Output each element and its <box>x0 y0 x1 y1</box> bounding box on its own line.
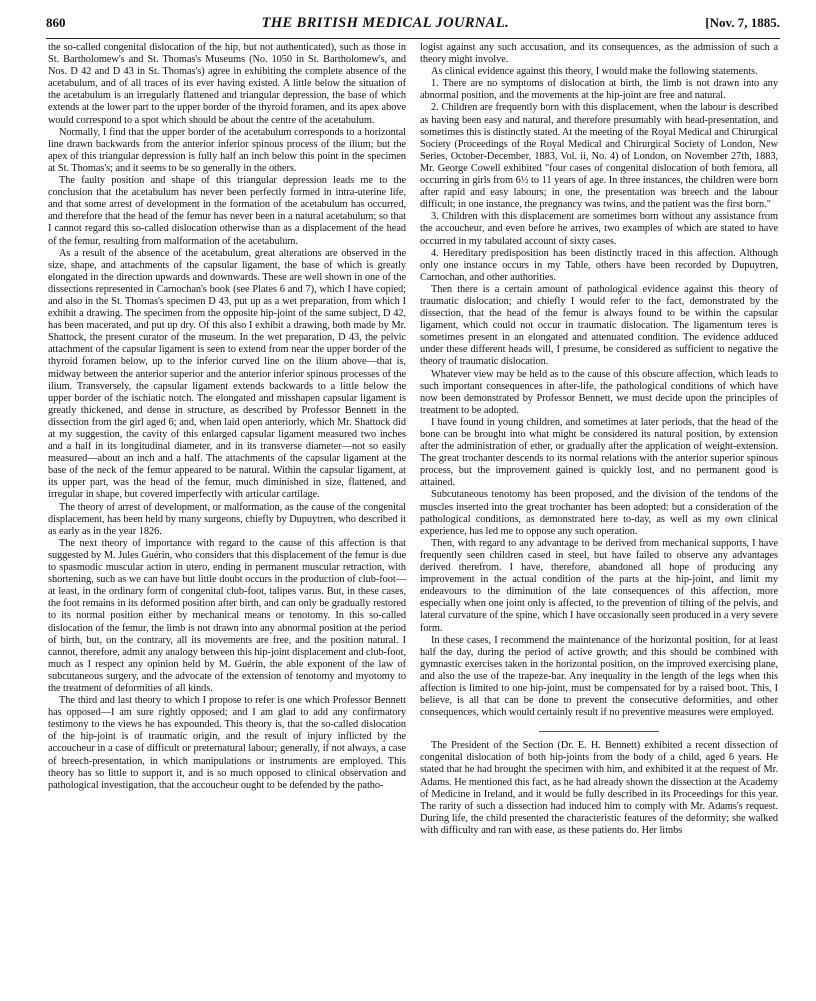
right-column <box>420 42 778 997</box>
paragraph: logist against any such accusation, and its consequences, as the admission of such a theory might involve. <box>420 42 778 66</box>
paragraph: The next theory of importance with regard to the cause of this affection is that suggested by M. Jules Guérin, who considers that this displacement of the femur is due to spasmodic muscular action in utero, ending in permanent muscular retraction, with shortening, such as we can have but little doubt occurs in the production of club-foot—at least, in the ordinary form of congenital club-foot, talipes varus. But, in these cases, the foot remains in its deformed position after birth, and can only be gradually restored to its normal position either by mechanical means or tenotomy. In this so-called dislocation of the femur, the limb is not drawn into any abnormal position at the period of birth, but, on the contrary, all its movements are free, and the position natural. I cannot, therefore, admit any analogy between this hip-joint displacement and club-foot, much as I respect any opinion held by M. Guérin, the able exponent of the law of subcutaneous surgery, and the advocate of the extension of tenotomy and myotomy to the treatment of deformities of all kinds. <box>48 537 406 694</box>
paragraph: I have found in young children, and sometimes at later periods, that the head of the bone can be brought into what might be considered its natural position, by extension after the administration of ether, or gradually after the application of weight-extension. The great trochanter descends to its normal relations with the anterior superior spinous process, but the improvement gained is quickly lost, and no permanent good is attained. <box>420 416 778 489</box>
paragraph: Normally, I find that the upper border of the acetabulum corresponds to a horizontal line drawn backwards from the anterior inferior spinous process of the ilium; but the apex of this triangular depression is fully half an inch below this point in the specimen at St. Thomas's; and it seems to be so generally in the others. <box>48 126 406 174</box>
paragraph: As a result of the absence of the acetabulum, great alterations are observed in the size, shape, and attachments of the capsular ligament, the base of which is greatly elongated in the direction upwards and downwards. These are well shown in one of the dissections represented in Carnochan's book (see Plates 6 and 7), which I have copied; and also in the St. Thomas's specimen D 43, put up as a wet preparation, from which I exhibit a drawing. The specimen from the opposite hip-joint of the same subject, D 42, has been macerated, and put up dry. Of this also I exhibit a drawing, both made by Mr. Shattock, the present curator of the museum. In the wet preparation, D 43, the pelvic attachment of the capsular ligament is seen to extend from near the upper border of the thyroid foramen below, up to the inferior curved line on the ilium above—that is, midway between the anterior superior and the anterior inferior spinous processes of the ilium. Transversely, the capsular ligament extends backwards to a little below the upper border of the ischiatic notch. The elongated and misshapen capsular ligament is greatly thickened, and dense in structure, as described by Professor Bennett in the dissection from the girl aged 6; and, when laid open anteriorly, which Mr. Shattock did at my suggestion, the cavity of this enlarged capsular ligament measured two inches and a half in its longitudinal diameter, and in its transverse diameter—not so easily measured—about an inch and a half. The attachments of the capsular ligament at the base of the neck of the femur appeared to be natural. Within the capsular ligament, at its upper part, was the head of the femur, much diminished in size, flattened, and irregular in shape, but covered imperfectly with articular cartilage. <box>48 247 406 501</box>
issue-date: [Nov. 7, 1885. <box>705 15 780 30</box>
paragraph: 2. Children are frequently born with this displacement, when the labour is described as having been easy and natural, and therefore presumably with head-presentation, and sometimes this is distinctly stated. At the meeting of the Royal Medical and Chirurgical Society (Proceedings of the Royal Medical and Chirurgical Society of London, New Series, October-December, 1883, Vol. ii, No. 4) of London, on November 27th, 1883, Mr. George Cowell exhibited "four cases of congenital dislocation of both femora, all occurring in girls from 6½ to 11 years of age. In three instances, the children were born after rapid and easy labours; in one, the presentation was breech and the labour difficult; in one instance, the pregnancy was twins, and the patient was the first born." <box>420 102 778 211</box>
paragraph: 1. There are no symptoms of dislocation at birth, the limb is not drawn into any abnormal position, and the movements at the hip-joint are free and natural. <box>420 78 778 102</box>
paragraph: As clinical evidence against this theory, I would make the following statements. <box>431 66 758 78</box>
paragraph: 3. Children with this displacement are sometimes born without any assistance from the accoucheur, and even before he arrives, two examples of which are stated to have occurred in my tabulated account of sixty cases. <box>420 211 778 247</box>
paragraph: the so-called congenital dislocation of the hip, but not authenticated), such as those in St. Bartholomew's and St. Thomas's Museums (No. 1050 in St. Bartholomew's, and Nos. D 42 and D 43 in St. Thomas's) agree in exhibiting the complete absence of the acetabulum, and of all traces of its ever having existed. A little below the situation of the acetabulum is an irregularly flattened and triangular depression, the base of which extends at the lower part to the upper border of the thyroid foramen, and its apex above would correspond to a spot which should be about the centre of the acetabulum. <box>48 42 406 126</box>
paragraph: Then there is a certain amount of pathological evidence against this theory of traumatic dislocation; and chiefly I would refer to the fact, demonstrated by the dissection, that the head of the femur is always found to be within the capsular ligament, which could not occur in traumatic dislocation. The ligamentum teres is sometimes present in an elongated and attenuated condition. The evidence adduced under these different heads will, I presume, be considered as sufficient to negative the theory of traumatic dislocation. <box>420 283 778 368</box>
paragraph: The faulty position and shape of this triangular depression leads me to the conclusion that the acetabulum has never been perfectly formed in intra-uterine life, and that some arrest of development in the formation of the acetabulum has occurred, and therefore that the head of the femur has never been in a natural acetabulum; so that I cannot regard this so-called dislocation otherwise than as a displacement of the head of the femur, resulting from malformation of the acetabulum. <box>48 175 406 247</box>
paragraph: Whatever view may be held as to the cause of this obscure affection, which leads to such important consequences in after-life, the pathological conditions of which have now been demonstrated by Professor Bennett, we must decide upon the principles of treatment to be adopted. <box>420 368 778 416</box>
paragraph: 4. Hereditary predisposition has been distinctly traced in this affection. Although only one instance occurs in my Table, others have been recorded by Dupuytren, Carnochan, and other authorities. <box>420 247 778 283</box>
paragraph: The theory of arrest of development, or malformation, as the cause of the congenital displacement, has been held by many surgeons, chiefly by Dupuytren, who described it as early as in the year 1826. <box>48 501 406 537</box>
paragraph: Then, with regard to any advantage to be derived from mechanical supports, I have frequently seen children cased in steel, but have failed to observe any advantages derived therefrom. I have, therefore, abandoned all hope of producing any improvement in the actual condition of the parts at the hip-joint, and limit my endeavours to the diminution of the late consequences of this affection, more especially when one joint only is affected, to the prevention of tilting of the pelvis, and lateral curvature of the spine, which I have occasionally seen produced in a very severe form. <box>420 537 778 634</box>
journal-title: THE BRITISH MEDICAL JOURNAL. <box>261 14 510 31</box>
page-header <box>46 8 780 39</box>
paragraph: The third and last theory to which I propose to refer is one which Professor Bennett has opposed—I am sure rightly opposed; and I am glad to add any confirmatory testimony to the views he has expounded. This theory is, that the so-called dislocation of the hip-joint is of traumatic origin, and the result of injury inflicted by the accoucheur in a case of difficult or preternatural labour; generally, if not always, a case of breech-presentation, in which manipulations or instruments are employed. This theory has so little to support it, and is so much opposed to clinical observation and pathological investigation, that the accoucheur ought to be defended by the patho- <box>48 695 406 791</box>
paragraph: In these cases, I recommend the maintenance of the horizontal position, for at least half the day, during the period of active growth; and this should be combined with gymnastic exercises taken in the horizontal position, on the improved exercising plane, and also the use of the trapeze-bar. Any inequality in the length of the legs when this affection is limited to one hip-joint, must be compensated for by a raised boot. This, I believe, is all that can be done to prevent the consecutive deformities, and other consequences, which would certainly result if no preventive measures were employed. <box>420 634 778 719</box>
page-number: 860 <box>46 15 66 30</box>
paragraph: The President of the Section (Dr. E. H. Bennett) exhibited a recent dissection of congenital dislocation of both hip-joints from the body of a child, aged 6 years. He stated that he had brought the specimen with him, and exhibited it at the request of Mr. Adams. He mentioned this fact, as he had already shown the dissection at the Academy of Medicine in Ireland, and it would be fully described in its Proceedings for this year. The rarity of such a dissection had induced him to comply with Mr. Adams's request. During life, the child presented the characteristic features of the deformity; she walked with difficulty and ran with ease, as these patients do. Her limbs <box>420 740 778 836</box>
paragraph: Subcutaneous tenotomy has been proposed, and the division of the tendons of the muscles inserted into the great trochanter has been adopted: but a consideration of the pathological conditions, as demonstrated here to-day, as well as my own clinical experience, has led me to oppose any such operation. <box>420 489 778 537</box>
section-divider <box>539 731 659 732</box>
left-column <box>48 42 406 997</box>
